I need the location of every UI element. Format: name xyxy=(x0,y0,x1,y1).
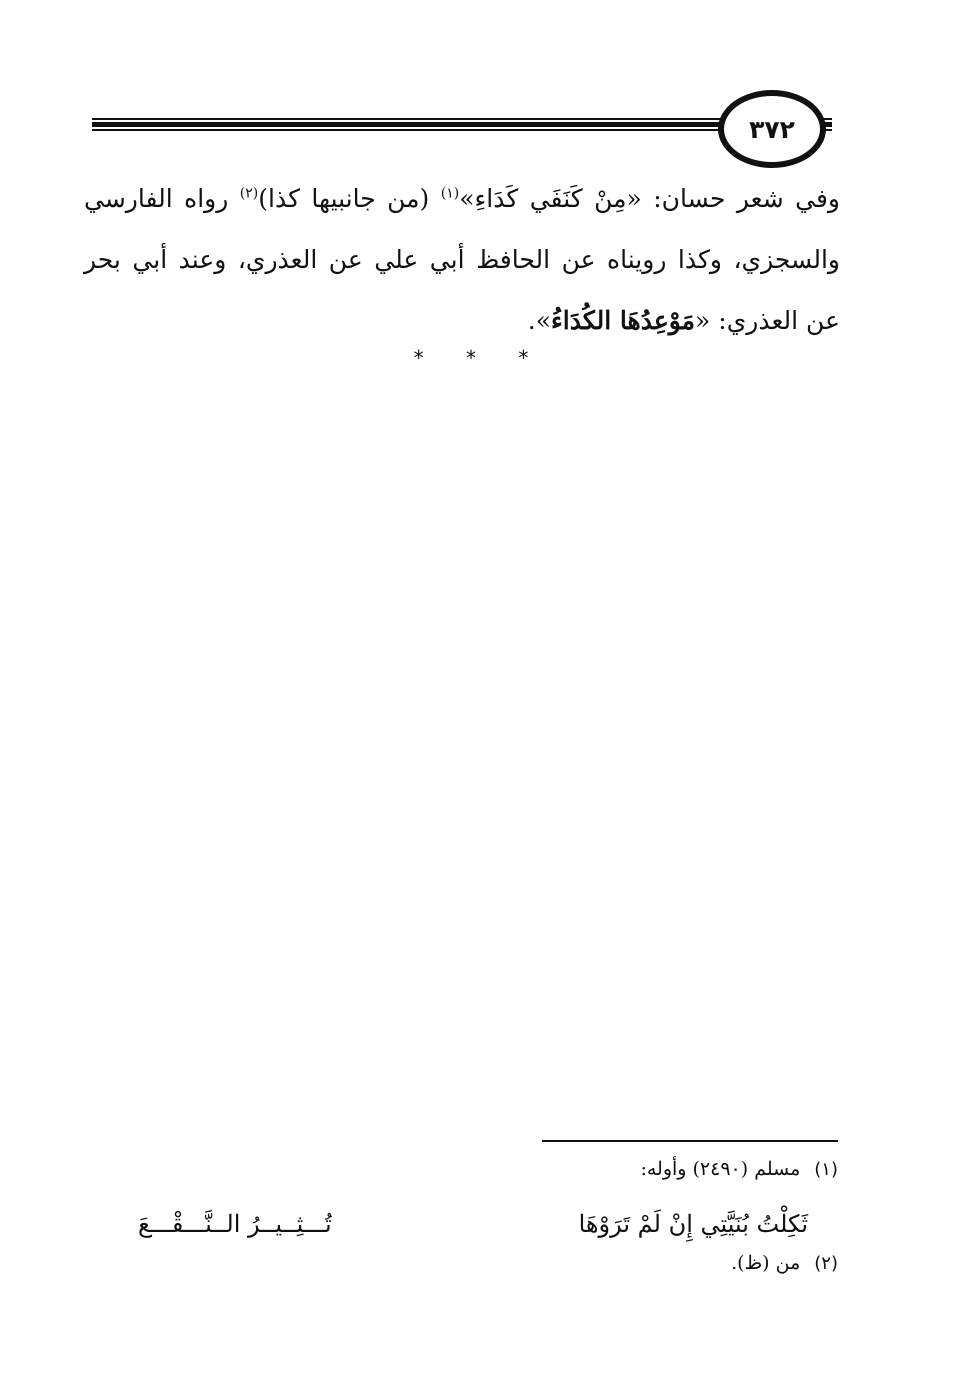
footnote-2 xyxy=(84,1252,838,1290)
body-text-part1: وفي شعر حسان: «مِنْ كَنَفَي كَدَاءِ» xyxy=(459,184,840,213)
verse-second-hemistich: تُـــثِــيــرُ الــنَّـــقْـــعَ xyxy=(138,1210,332,1238)
footnote-2-number: (٢) xyxy=(814,1253,838,1274)
footnote-ref-2[interactable]: (٢) xyxy=(239,185,259,202)
section-separator: * * * xyxy=(413,346,547,370)
footnote-ref-1[interactable]: (١) xyxy=(440,185,460,202)
footnotes xyxy=(84,1158,838,1290)
footnote-divider xyxy=(542,1140,838,1142)
poetry-verse xyxy=(84,1196,838,1252)
footnote-1 xyxy=(84,1158,838,1196)
main-paragraph xyxy=(84,168,840,351)
verse-first-hemistich: ثَكِلْتُ بُنَيَّتِي إِنْ لَمْ تَرَوْهَا xyxy=(578,1210,808,1238)
footnote-1-number: (١) xyxy=(814,1159,838,1180)
bold-quote: مَوْعِدُهَا الكُدَاءُ xyxy=(551,306,696,335)
body-text-part4: ». xyxy=(527,306,551,335)
footnote-2-text: من (ظ). xyxy=(731,1252,801,1274)
body-text-part3: رواه الفارسي والسجزي، وكذا رويناه عن الحافظ أبي علي عن العذري، وعند أبي بحر عن العذري: « xyxy=(84,184,840,335)
footnote-1-text: مسلم (٢٤٩٠) وأوله: xyxy=(640,1158,801,1180)
body-text-part2: (من جانبيها كذا) xyxy=(258,184,441,213)
page-number: ٣٧٢ xyxy=(718,90,826,168)
